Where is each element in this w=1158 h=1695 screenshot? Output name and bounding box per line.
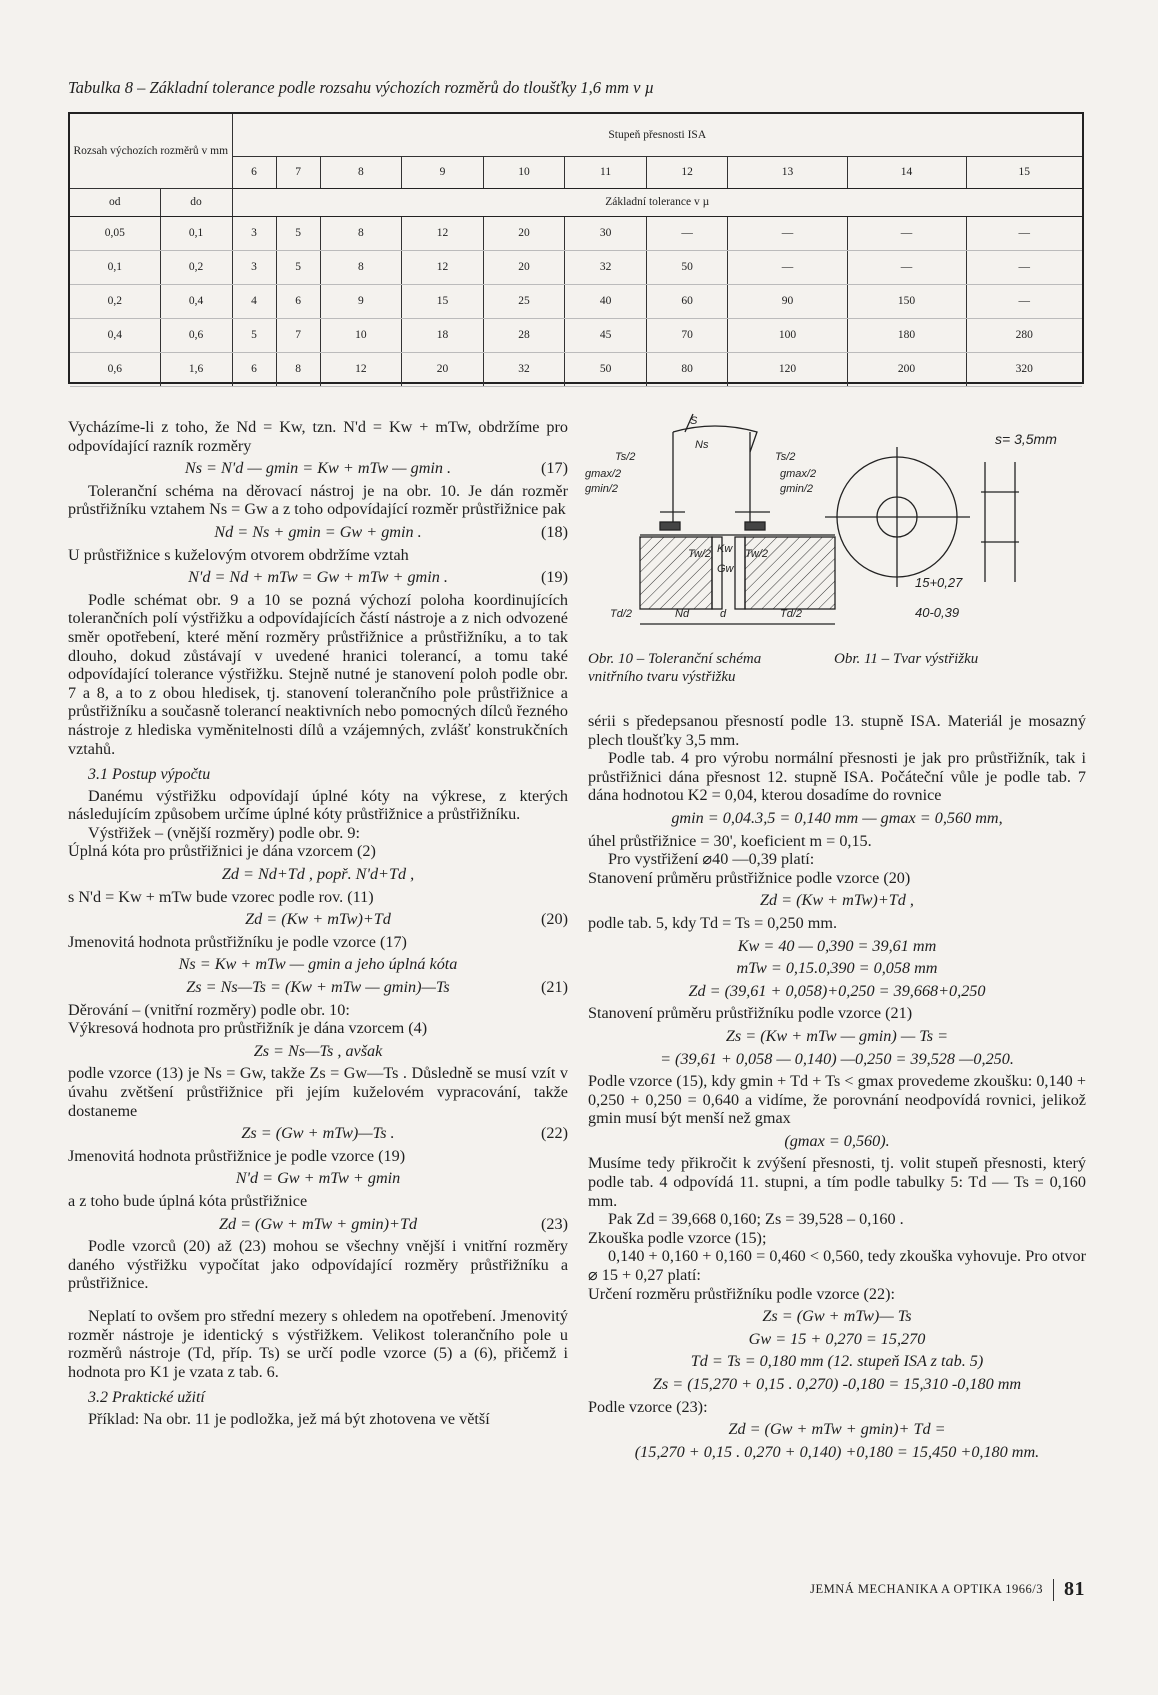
grade-header-cell: 10 <box>483 156 565 188</box>
table-cell: 40 <box>565 284 647 318</box>
table-cell: 120 <box>728 352 847 386</box>
table-cell: 60 <box>646 284 728 318</box>
table-cell: 7 <box>276 318 320 352</box>
equation <box>588 809 1086 828</box>
table-cell: 45 <box>565 318 647 352</box>
table-cell: — <box>847 250 966 284</box>
equation-text: gmin = 0,04.3,5 = 0,140 mm — gmax = 0,560 mm, <box>671 808 1003 827</box>
table-cell: — <box>728 250 847 284</box>
paragraph: Podle tab. 4 pro výrobu normální přesnosti je jak pro průstřižník, tak i průstřižnici dána přesnost 12. stupně ISA. Počáteční vůle je podle tab. 7 dána hodnotou K2 = 0,04, kterou dosadíme do rovnice <box>588 749 1086 805</box>
equation <box>588 891 1086 910</box>
table-cell: 12 <box>402 250 484 284</box>
equation-text: Zs = (15,270 + 0,15 . 0,270) -0,180 = 15,310 -0,180 mm <box>652 1375 1022 1393</box>
grade-header-cell: 15 <box>966 156 1082 188</box>
equation-text: Zd = Nd+Td , popř. N'd+Td , <box>221 865 415 884</box>
washer-drawing <box>825 447 1019 587</box>
left-column <box>68 418 568 1429</box>
table-cell: 9 <box>320 284 402 318</box>
section-heading: 3.2 Praktické užití <box>88 1389 205 1407</box>
equation-number: (22) <box>541 1124 568 1143</box>
table-cell: 320 <box>966 352 1082 386</box>
equation-text: (gmax = 0,560). <box>784 1131 890 1150</box>
paragraph: Výstřižek – (vnější rozměry) podle obr. 9: <box>88 823 360 842</box>
table-cell: 0,1 <box>70 250 160 284</box>
paragraph: Danému výstřižku odpovídají úplné kóty na výkrese, z kterých následujícím způsobem určíme úplné kóty průstřižnice a průstřižníku. <box>68 786 568 824</box>
equation-text: N'd = Nd + mTw = Gw + mTw + gmin . <box>188 568 448 587</box>
table-cell: 32 <box>483 352 565 386</box>
equation-text: Zs = (Gw + mTw)— Ts <box>762 1307 912 1326</box>
equation-number: (23) <box>541 1214 568 1233</box>
table-row <box>70 318 1082 352</box>
table-cell: 90 <box>728 284 847 318</box>
equation <box>588 1352 1086 1371</box>
table-cell: — <box>847 216 966 250</box>
paragraph: Výkresová hodnota pro průstřižník je dána vzorcem (4) <box>68 1019 428 1038</box>
grade-header-cell: 13 <box>728 156 847 188</box>
equation-18 <box>68 523 568 542</box>
table-cell: 10 <box>320 318 402 352</box>
equation-number: (17) <box>541 459 568 478</box>
label-s: S <box>690 415 698 427</box>
table-cell: 15 <box>402 284 484 318</box>
paragraph: Podle vzorců (20) až (23) mohou se všechny vnější i vnitřní rozměry daného výstřižku vypočítat jako odpovídající rozměry průstřižníku a průstřižnice. <box>68 1237 568 1293</box>
table-cell: — <box>966 216 1082 250</box>
paragraph: Úplná kóta pro průstřižnici je dána vzorcem (2) <box>68 842 376 861</box>
table-cell: 6 <box>276 284 320 318</box>
label-gmax2: gmax/2 <box>780 468 817 480</box>
equation <box>588 1050 1086 1069</box>
label-gmin2: gmin/2 <box>780 483 814 495</box>
label-tw2: Tw/2 <box>688 548 712 560</box>
table-cell: 100 <box>728 318 847 352</box>
equation-text: Zs = Ns—Ts = (Kw + mTw — gmin)—Ts <box>186 978 450 997</box>
table-cell: 280 <box>966 318 1082 352</box>
equation <box>68 1042 568 1061</box>
label-nd: Nd <box>675 608 690 620</box>
equation-text: Zs = (Kw + mTw — gmin) — Ts = <box>725 1026 949 1045</box>
grade-header-cell: 12 <box>646 156 728 188</box>
equation-text: (15,270 + 0,15 . 0,270 + 0,140) +0,180 = 15,450 +0,180 mm. <box>634 1442 1040 1461</box>
table-cell: 8 <box>320 216 402 250</box>
table-row <box>70 284 1082 318</box>
page-number: 81 <box>1064 1578 1085 1600</box>
table-cell: 5 <box>276 250 320 284</box>
table-cell: 0,6 <box>160 318 232 352</box>
equation-19 <box>68 568 568 587</box>
label-thickness: s= 3,5mm <box>995 431 1057 447</box>
label-dim15: 15+0,27 <box>915 575 963 590</box>
equation-text: Zd = (39,61 + 0,058)+0,250 = 39,668+0,250 <box>688 981 986 1000</box>
paragraph: sérii s předepsanou přesností podle 13. stupně ISA. Materiál je mosazný plech tloušťky 3,5 mm. <box>588 712 1086 749</box>
table-cell: 0,1 <box>160 216 232 250</box>
paragraph: Pak Zd = 39,668 0,160; Zs = 39,528 – 0,160 . <box>608 1210 904 1229</box>
table-cell: — <box>966 284 1082 318</box>
equation-number: (18) <box>541 522 568 541</box>
table-cell: 0,6 <box>70 352 160 386</box>
label-ts2: Ts/2 <box>615 451 636 463</box>
equation <box>588 1132 1086 1151</box>
paragraph: Jmenovitá hodnota průstřižníku je podle vzorce (17) <box>68 932 407 951</box>
table-cell: 50 <box>646 250 728 284</box>
table-cell: 200 <box>847 352 966 386</box>
equation-text: Gw = 15 + 0,270 = 15,270 <box>748 1329 926 1348</box>
right-column <box>588 712 1086 1465</box>
table-cell: — <box>646 216 728 250</box>
table-cell: 20 <box>483 216 565 250</box>
table-cell: 6 <box>232 352 276 386</box>
table-cell: 0,4 <box>70 318 160 352</box>
tolerance-header: Základní tolerance v µ <box>232 188 1082 216</box>
table-cell: 18 <box>402 318 484 352</box>
table-row <box>70 216 1082 250</box>
table-cell: 150 <box>847 284 966 318</box>
table-cell: — <box>966 250 1082 284</box>
table-cell: 0,4 <box>160 284 232 318</box>
equation <box>588 1027 1086 1046</box>
equation <box>68 865 568 884</box>
paragraph: Jmenovitá hodnota průstřižnice je podle vzorce (19) <box>68 1146 406 1165</box>
paragraph: Neplatí to ovšem pro střední mezery s ohledem na opotřebení. Jmenovitý rozměr nástroje je identický s výstřižkem. Velikost tolerančního pole u rozměrů nástroje (Td, příp. Ts) se určí podle vzorce (5) a (6), přičemž i hodnota pro K1 je vzata z tab. 6. <box>68 1306 568 1381</box>
section-heading: 3.1 Postup výpočtu <box>88 766 211 784</box>
table-caption: Tabulka 8 – Základní tolerance podle rozsahu výchozích rozměrů do tloušťky 1,6 mm v µ <box>68 78 655 97</box>
equation <box>588 937 1086 956</box>
grade-header-cell: 11 <box>565 156 647 188</box>
equation-text: N'd = Gw + mTw + gmin <box>235 1169 401 1188</box>
paragraph: podle vzorce (13) je Ns = Gw, takže Zs = Gw—Ts . Důsledně se musí vzít v úvahu zvětšení průstřižnice při jejím kuželovém vypracování, takže dostaneme <box>68 1064 568 1120</box>
table-cell: 5 <box>232 318 276 352</box>
figure-area <box>585 412 1085 662</box>
paragraph: Musíme tedy přikročit k zvýšení přesnosti, tj. volit stupeň přesnosti, který podle tab. 4 odpovídá 11. stupni, a tím podle tabulky 5: Td — Ts = 0,160 mm. <box>588 1154 1086 1210</box>
equation <box>588 1420 1086 1439</box>
tolerance-table <box>68 112 1084 384</box>
equation-text: Ns = N'd — gmin = Kw + mTw — gmin . <box>184 459 452 478</box>
od-header: od <box>70 188 160 216</box>
do-header: do <box>160 188 232 216</box>
grade-header-cell: 7 <box>276 156 320 188</box>
table-cell: 12 <box>402 216 484 250</box>
table-cell: 20 <box>402 352 484 386</box>
paragraph: s N'd = Kw + mTw bude vzorec podle rov. (11) <box>68 887 374 906</box>
label-ns: Ns <box>695 439 709 451</box>
table-cell: 5 <box>276 216 320 250</box>
equation <box>588 959 1086 978</box>
paragraph: a z toho bude úplná kóta průstřižnice <box>68 1191 308 1210</box>
paragraph: Podle vzorce (15), kdy gmin + Td + Ts < gmax provedeme zkoušku: 0,140 + 0,250 + 0,250 = 0,640 a vidíme, že porovnání neodpovídá rovnici, jelikož gmin musí být menší než gmax <box>588 1072 1086 1128</box>
equation-text: Td = Ts = 0,180 mm (12. stupeň ISA z tab. 5) <box>690 1352 984 1371</box>
paragraph: Zkouška podle vzorce (15); <box>588 1228 767 1247</box>
table-cell: 20 <box>483 250 565 284</box>
equation-number: (19) <box>541 568 568 587</box>
equation-text: Zd = (Kw + mTw)+Td , <box>760 891 914 910</box>
equation <box>588 1375 1086 1394</box>
table-cell: 8 <box>276 352 320 386</box>
table-row <box>70 352 1082 386</box>
equation <box>68 1169 568 1188</box>
table-cell: 12 <box>320 352 402 386</box>
label-td2: Td/2 <box>780 608 803 620</box>
paragraph: Příklad: Na obr. 11 je podložka, jež má být zhotovena ve větší <box>88 1409 490 1428</box>
equation-number: (20) <box>541 910 568 929</box>
label-gmax2: gmax/2 <box>585 468 622 480</box>
equation-text: mTw = 0,15.0,390 = 0,058 mm <box>736 959 938 978</box>
paragraph: Toleranční schéma na děrovací nástroj je na obr. 10. Je dán rozměr průstřižníku vztahem Ns = Gw a z toho odpovídající rozměr průstřižnice pak <box>68 481 568 519</box>
equation <box>588 1307 1086 1326</box>
equation <box>68 955 568 974</box>
equation-text: Nd = Ns + gmin = Gw + gmin . <box>214 522 422 541</box>
paragraph: Pro vystřižení ⌀40 —0,39 platí: <box>608 850 815 869</box>
grade-header-cell: 14 <box>847 156 966 188</box>
table-cell: 3 <box>232 250 276 284</box>
figures-svg <box>585 412 1085 652</box>
equation <box>588 1443 1086 1462</box>
label-gw: Gw <box>717 563 734 575</box>
paragraph: Stanovení průměru průstřižníku podle vzorce (21) <box>588 1004 913 1023</box>
table-cell: 8 <box>320 250 402 284</box>
equation-23 <box>68 1215 568 1234</box>
table-cell: 50 <box>565 352 647 386</box>
table-cell: 25 <box>483 284 565 318</box>
range-header: Rozsah výchozích rozměrů v mm <box>70 114 232 188</box>
table-cell: — <box>728 216 847 250</box>
table-cell: 32 <box>565 250 647 284</box>
figure-10-caption: Obr. 10 – Toleranční schéma vnitřního tvaru výstřižku <box>588 651 762 685</box>
table-cell: 0,2 <box>160 250 232 284</box>
paragraph: Určení rozměru průstřižníku podle vzorce (22): <box>588 1284 895 1303</box>
equation-17 <box>68 459 568 478</box>
equation-22 <box>68 1124 568 1143</box>
footer-divider <box>1053 1579 1054 1601</box>
paragraph: Vycházíme-li z toho, že Nd = Kw, tzn. N'd = Kw + mTw, obdržíme pro odpovídající razník rozměry <box>68 418 568 455</box>
paragraph: Podle schémat obr. 9 a 10 se pozná výchozí poloha koordinujících tolerančních polí výstřižku a odpovídajících částí nástroje a z nich odvozené směr opotřebení, které mění rozměry průstřižnice a průstřižníku, a to tak dlouho, dokud zůstávají v uvedené hranici tolerancí, a tomu také odpovídající tolerance výstřižku. Stejně nutné je stanovení poloh podle obr. 7 a 8, a to z obou hledisek, tj. stanovení tolerančního pole průstřižnice a průstřižníku a současně tolerancí neaktivních nebo pomocných dílců řezného nástroje z hlediska vyměnitelnosti dílů a vzájemných, zvlášť konstrukčních vztahů. <box>68 590 568 758</box>
paragraph: podle tab. 5, kdy Td = Ts = 0,250 mm. <box>588 913 837 932</box>
paragraph: úhel průstřižnice = 30', koeficient m = 0,15. <box>588 831 872 850</box>
grade-header-cell: 8 <box>320 156 402 188</box>
journal-name: JEMNÁ MECHANIKA A OPTIKA 1966/3 <box>810 1582 1043 1596</box>
table-cell: 4 <box>232 284 276 318</box>
paragraph: Děrování – (vnitřní rozměry) podle obr. 10: <box>68 1000 350 1019</box>
equation <box>588 982 1086 1001</box>
label-gmin2: gmin/2 <box>585 483 619 495</box>
paragraph: U průstřižnice s kuželovým otvorem obdržíme vztah <box>68 545 409 564</box>
label-td2: Td/2 <box>610 608 633 620</box>
paragraph: 0,140 + 0,160 + 0,160 = 0,460 < 0,560, tedy zkouška vyhovuje. Pro otvor ⌀ 15 + 0,27 platí: <box>588 1247 1086 1285</box>
equation-text: Ns = Kw + mTw — gmin a jeho úplná kóta <box>178 955 458 974</box>
table-cell: 180 <box>847 318 966 352</box>
grade-header-cell: 9 <box>402 156 484 188</box>
page-footer <box>730 1578 1085 1601</box>
table-cell: 30 <box>565 216 647 250</box>
figure-11-caption: Obr. 11 – Tvar výstřižku <box>834 651 979 667</box>
equation-text: Zs = Ns—Ts , avšak <box>253 1041 383 1060</box>
label-ts2: Ts/2 <box>775 451 796 463</box>
equation-21 <box>68 978 568 997</box>
equation-text: Zs = (Gw + mTw)—Ts . <box>241 1124 395 1143</box>
equation-text: Zd = (Gw + mTw + gmin)+ Td = <box>728 1420 946 1439</box>
equation-text: Zd = (Kw + mTw)+Td <box>245 910 391 929</box>
table-cell: 28 <box>483 318 565 352</box>
grade-header: Stupeň přesnosti ISA <box>232 114 1082 156</box>
label-dim40: 40-0,39 <box>915 605 960 620</box>
equation-text: Zd = (Gw + mTw + gmin)+Td <box>218 1214 418 1233</box>
equation-text: Kw = 40 — 0,390 = 39,61 mm <box>737 936 937 955</box>
table-cell: 0,05 <box>70 216 160 250</box>
table-cell: 80 <box>646 352 728 386</box>
table-row <box>70 250 1082 284</box>
table-cell: 0,2 <box>70 284 160 318</box>
equation-text: = (39,61 + 0,058 — 0,140) —0,250 = 39,528 —0,250. <box>660 1049 1014 1068</box>
equation-20 <box>68 910 568 929</box>
equation-number: (21) <box>541 978 568 997</box>
equation <box>588 1330 1086 1349</box>
paragraph: Stanovení průměru průstřižnice podle vzorce (20) <box>588 868 911 887</box>
tolerance-scheme-drawing <box>640 414 835 624</box>
table-cell: 70 <box>646 318 728 352</box>
label-d: d <box>720 608 727 620</box>
table-cell: 1,6 <box>160 352 232 386</box>
paragraph: Podle vzorce (23): <box>588 1397 708 1416</box>
grade-header-cell: 6 <box>232 156 276 188</box>
label-kw: Kw <box>717 543 733 555</box>
label-tw2: Tw/2 <box>745 548 769 560</box>
table-cell: 3 <box>232 216 276 250</box>
